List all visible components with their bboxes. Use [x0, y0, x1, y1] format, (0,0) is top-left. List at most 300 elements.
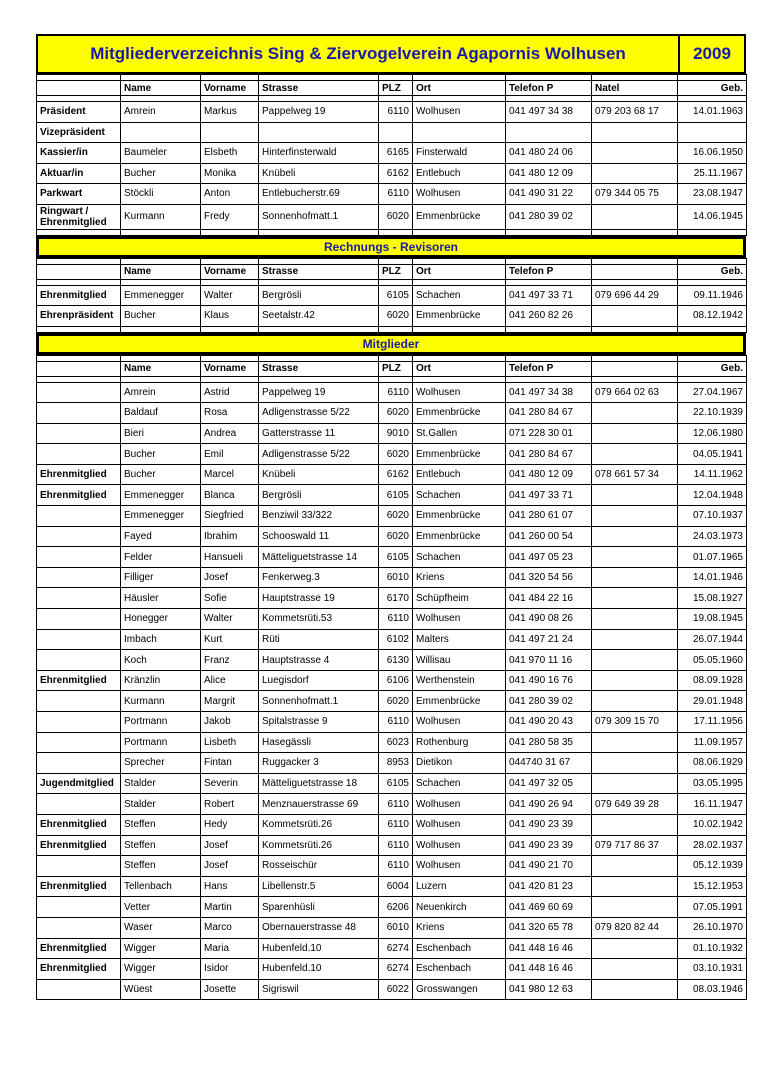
header-vorname: Vorname — [201, 361, 259, 376]
plz-cell: 6010 — [379, 917, 413, 938]
strasse-cell: Hauptstrasse 19 — [259, 588, 379, 609]
geb-cell: 14.06.1945 — [678, 204, 747, 229]
spacer-cell — [413, 326, 506, 332]
revisoren-table — [36, 258, 747, 333]
vorname-cell: Markus — [201, 102, 259, 123]
role-cell — [37, 732, 121, 753]
ort-cell: Emmenbrücke — [413, 526, 506, 547]
table-row — [37, 204, 747, 229]
ort-cell: Wolhusen — [413, 814, 506, 835]
telefon-cell: 041 497 32 05 — [506, 773, 592, 794]
plz-cell: 6020 — [379, 526, 413, 547]
role-cell: Ehrenmitglied — [37, 464, 121, 485]
telefon-cell: 071 228 30 01 — [506, 423, 592, 444]
strasse-cell: Rüti — [259, 629, 379, 650]
plz-cell: 6106 — [379, 670, 413, 691]
telefon-cell: 041 320 65 78 — [506, 917, 592, 938]
role-cell: Vizepräsident — [37, 122, 121, 143]
name-cell: Stalder — [121, 794, 201, 815]
role-cell — [37, 609, 121, 630]
plz-cell: 6206 — [379, 897, 413, 918]
plz-cell: 6020 — [379, 691, 413, 712]
ort-cell: Emmenbrücke — [413, 691, 506, 712]
vorname-cell: Marco — [201, 917, 259, 938]
role-cell — [37, 650, 121, 671]
role-cell — [37, 423, 121, 444]
table-row — [37, 876, 747, 897]
natel-cell — [592, 609, 678, 630]
name-cell: Wüest — [121, 979, 201, 1000]
header-natel: Natel — [592, 81, 678, 96]
role-cell: Ehrenmitglied — [37, 670, 121, 691]
strasse-cell: Obernauerstrasse 48 — [259, 917, 379, 938]
natel-cell: 079 309 15 70 — [592, 712, 678, 733]
telefon-cell: 041 484 22 16 — [506, 588, 592, 609]
ort-cell: Entlebuch — [413, 464, 506, 485]
geb-cell: 03.10.1931 — [678, 959, 747, 980]
table-row — [37, 938, 747, 959]
natel-cell: 079 820 82 44 — [592, 917, 678, 938]
name-cell: Amrein — [121, 102, 201, 123]
strasse-cell: Kommetsrüti.26 — [259, 814, 379, 835]
name-cell: Emmenegger — [121, 506, 201, 527]
geb-cell: 16.11.1947 — [678, 794, 747, 815]
spacer-cell — [259, 326, 379, 332]
plz-cell: 6274 — [379, 959, 413, 980]
plz-cell: 8953 — [379, 753, 413, 774]
table-row — [37, 122, 747, 143]
geb-cell: 23.08.1947 — [678, 184, 747, 205]
telefon-cell: 041 490 26 94 — [506, 794, 592, 815]
name-cell: Häusler — [121, 588, 201, 609]
ort-cell: Malters — [413, 629, 506, 650]
role-cell: Kassier/in — [37, 143, 121, 164]
ort-cell: St.Gallen — [413, 423, 506, 444]
header-row — [37, 264, 747, 279]
role-cell: Ehrenmitglied — [37, 814, 121, 835]
ort-cell: Eschenbach — [413, 959, 506, 980]
spacer-cell — [379, 229, 413, 235]
role-cell — [37, 794, 121, 815]
vorname-cell: Kurt — [201, 629, 259, 650]
header-row — [37, 81, 747, 96]
natel-cell — [592, 753, 678, 774]
strasse-cell: Spitalstrasse 9 — [259, 712, 379, 733]
telefon-cell: 041 497 34 38 — [506, 382, 592, 403]
telefon-cell: 041 490 08 26 — [506, 609, 592, 630]
table-row — [37, 382, 747, 403]
name-cell: Imbach — [121, 629, 201, 650]
header-natel — [592, 361, 678, 376]
table-row — [37, 547, 747, 568]
geb-cell — [678, 122, 747, 143]
vorname-cell: Sofie — [201, 588, 259, 609]
plz-cell: 6105 — [379, 285, 413, 306]
telefon-cell: 041 490 31 22 — [506, 184, 592, 205]
table-row — [37, 691, 747, 712]
header-telefon: Telefon P — [506, 264, 592, 279]
strasse-cell: Adligenstrasse 5/22 — [259, 444, 379, 465]
telefon-cell: 041 480 12 09 — [506, 163, 592, 184]
natel-cell — [592, 732, 678, 753]
plz-cell: 6004 — [379, 876, 413, 897]
vorname-cell: Ibrahim — [201, 526, 259, 547]
vorname-cell: Klaus — [201, 306, 259, 327]
plz-cell: 6020 — [379, 204, 413, 229]
table-row — [37, 184, 747, 205]
role-cell: Ehrenmitglied — [37, 938, 121, 959]
name-cell: Bieri — [121, 423, 201, 444]
name-cell: Tellenbach — [121, 876, 201, 897]
title-bar — [36, 34, 746, 74]
plz-cell: 6110 — [379, 712, 413, 733]
strasse-cell: Sparenhüsli — [259, 897, 379, 918]
geb-cell: 05.05.1960 — [678, 650, 747, 671]
geb-cell: 16.06.1950 — [678, 143, 747, 164]
geb-cell: 26.10.1970 — [678, 917, 747, 938]
plz-cell: 6165 — [379, 143, 413, 164]
table-row — [37, 959, 747, 980]
role-cell: Jugendmitglied — [37, 773, 121, 794]
role-cell: Präsident — [37, 102, 121, 123]
table-row — [37, 444, 747, 465]
name-cell: Wigger — [121, 938, 201, 959]
vorname-cell: Walter — [201, 285, 259, 306]
name-cell: Portmann — [121, 732, 201, 753]
spacer-cell — [678, 229, 747, 235]
table-row — [37, 835, 747, 856]
table-row — [37, 143, 747, 164]
strasse-cell: Bergrösli — [259, 485, 379, 506]
name-cell: Sprecher — [121, 753, 201, 774]
ort-cell: Wolhusen — [413, 184, 506, 205]
spacer-row — [37, 229, 747, 235]
plz-cell: 6110 — [379, 102, 413, 123]
table-row — [37, 856, 747, 877]
telefon-cell: 041 497 05 23 — [506, 547, 592, 568]
name-cell: Bucher — [121, 163, 201, 184]
plz-cell: 6022 — [379, 979, 413, 1000]
plz-cell: 6110 — [379, 856, 413, 877]
header-row — [37, 361, 747, 376]
vorname-cell: Fredy — [201, 204, 259, 229]
spacer-cell — [201, 229, 259, 235]
strasse-cell: Kommetsrüti.26 — [259, 835, 379, 856]
vorname-cell: Blanca — [201, 485, 259, 506]
natel-cell — [592, 814, 678, 835]
table-row — [37, 588, 747, 609]
strasse-cell: Pappelweg 19 — [259, 102, 379, 123]
strasse-cell: Entlebucherstr.69 — [259, 184, 379, 205]
vorname-cell: Anton — [201, 184, 259, 205]
name-cell: Bucher — [121, 464, 201, 485]
plz-cell: 6105 — [379, 547, 413, 568]
table-row — [37, 102, 747, 123]
ort-cell: Emmenbrücke — [413, 403, 506, 424]
vorname-cell: Margrit — [201, 691, 259, 712]
vorname-cell: Severin — [201, 773, 259, 794]
natel-cell — [592, 897, 678, 918]
table-row — [37, 464, 747, 485]
vorname-cell: Hansueli — [201, 547, 259, 568]
plz-cell: 6110 — [379, 609, 413, 630]
header-geb: Geb. — [678, 81, 747, 96]
strasse-cell: Menznauerstrasse 69 — [259, 794, 379, 815]
ort-cell: Emmenbrücke — [413, 506, 506, 527]
geb-cell: 28.02.1937 — [678, 835, 747, 856]
strasse-cell: Rosseischür — [259, 856, 379, 877]
role-cell: Ringwart / Ehrenmitglied — [37, 204, 121, 229]
spacer-cell — [506, 229, 592, 235]
strasse-cell: Mätteliguetstrasse 18 — [259, 773, 379, 794]
table-row — [37, 732, 747, 753]
geb-cell: 03.05.1995 — [678, 773, 747, 794]
plz-cell: 6170 — [379, 588, 413, 609]
strasse-cell: Fenkerweg.3 — [259, 567, 379, 588]
strasse-cell: Gatterstrasse 11 — [259, 423, 379, 444]
ort-cell: Dietikon — [413, 753, 506, 774]
vorname-cell: Jakob — [201, 712, 259, 733]
table-row — [37, 794, 747, 815]
telefon-cell: 041 448 16 46 — [506, 959, 592, 980]
ort-cell: Entlebuch — [413, 163, 506, 184]
strasse-cell: Sigriswil — [259, 979, 379, 1000]
ort-cell: Schachen — [413, 285, 506, 306]
ort-cell: Kriens — [413, 567, 506, 588]
spacer-cell — [121, 326, 201, 332]
role-cell — [37, 917, 121, 938]
table-row — [37, 897, 747, 918]
ort-cell: Rothenburg — [413, 732, 506, 753]
plz-cell: 6020 — [379, 306, 413, 327]
strasse-cell: Bergrösli — [259, 285, 379, 306]
table-row — [37, 285, 747, 306]
header-vorname: Vorname — [201, 264, 259, 279]
ort-cell: Werthenstein — [413, 670, 506, 691]
strasse-cell: Pappelweg 19 — [259, 382, 379, 403]
table-row — [37, 629, 747, 650]
plz-cell: 6110 — [379, 814, 413, 835]
natel-cell — [592, 876, 678, 897]
member-directory-sheet — [36, 34, 746, 1000]
name-cell: Steffen — [121, 856, 201, 877]
spacer-cell — [592, 229, 678, 235]
name-cell: Kurmann — [121, 204, 201, 229]
spacer-cell — [37, 229, 121, 235]
natel-cell — [592, 163, 678, 184]
vorname-cell: Josette — [201, 979, 259, 1000]
natel-cell: 079 649 39 28 — [592, 794, 678, 815]
year-label: 2009 — [693, 44, 731, 63]
geb-cell: 12.06.1980 — [678, 423, 747, 444]
natel-cell — [592, 306, 678, 327]
table-row — [37, 773, 747, 794]
geb-cell: 08.09.1928 — [678, 670, 747, 691]
ort-cell: Grosswangen — [413, 979, 506, 1000]
name-cell: Honegger — [121, 609, 201, 630]
vorname-cell: Josef — [201, 856, 259, 877]
geb-cell: 01.10.1932 — [678, 938, 747, 959]
role-cell: Ehrenmitglied — [37, 959, 121, 980]
telefon-cell: 041 280 61 07 — [506, 506, 592, 527]
role-cell: Ehrenmitglied — [37, 876, 121, 897]
vorname-cell: Hans — [201, 876, 259, 897]
vorname-cell: Martin — [201, 897, 259, 918]
geb-cell: 05.12.1939 — [678, 856, 747, 877]
vorname-cell: Franz — [201, 650, 259, 671]
geb-cell: 29.01.1948 — [678, 691, 747, 712]
plz-cell: 6023 — [379, 732, 413, 753]
telefon-cell: 041 420 81 23 — [506, 876, 592, 897]
vorname-cell: Fintan — [201, 753, 259, 774]
geb-cell: 12.04.1948 — [678, 485, 747, 506]
telefon-cell: 041 980 12 63 — [506, 979, 592, 1000]
spacer-cell — [413, 229, 506, 235]
geb-cell: 10.02.1942 — [678, 814, 747, 835]
telefon-cell: 041 497 21 24 — [506, 629, 592, 650]
ort-cell: Wolhusen — [413, 712, 506, 733]
revisoren-section-header: Rechnungs - Revisoren — [36, 236, 746, 258]
vorname-cell: Astrid — [201, 382, 259, 403]
natel-cell: 079 203 68 17 — [592, 102, 678, 123]
name-cell: Baldauf — [121, 403, 201, 424]
telefon-cell: 041 497 33 71 — [506, 485, 592, 506]
table-row — [37, 485, 747, 506]
geb-cell: 08.06.1929 — [678, 753, 747, 774]
ort-cell: Emmenbrücke — [413, 444, 506, 465]
natel-cell: 078 661 57 34 — [592, 464, 678, 485]
role-cell — [37, 856, 121, 877]
page-title: Mitgliederverzeichnis Sing & Ziervogelverein Agapornis Wolhusen — [38, 36, 680, 72]
telefon-cell: 041 480 12 09 — [506, 464, 592, 485]
telefon-cell: 041 280 39 02 — [506, 691, 592, 712]
vorname-cell: Josef — [201, 567, 259, 588]
plz-cell: 6162 — [379, 464, 413, 485]
natel-cell — [592, 444, 678, 465]
natel-cell — [592, 856, 678, 877]
plz-cell: 6274 — [379, 938, 413, 959]
telefon-cell: 041 448 16 46 — [506, 938, 592, 959]
natel-cell: 079 344 05 75 — [592, 184, 678, 205]
vorname-cell: Marcel — [201, 464, 259, 485]
natel-cell — [592, 938, 678, 959]
role-cell — [37, 712, 121, 733]
header-plz: PLZ — [379, 361, 413, 376]
role-cell — [37, 588, 121, 609]
telefon-cell: 041 490 16 76 — [506, 670, 592, 691]
spacer-cell — [379, 326, 413, 332]
role-cell — [37, 382, 121, 403]
telefon-cell: 041 260 82 26 — [506, 306, 592, 327]
natel-cell — [592, 773, 678, 794]
plz-cell: 6162 — [379, 163, 413, 184]
role-cell — [37, 547, 121, 568]
role-cell — [37, 506, 121, 527]
role-cell — [37, 567, 121, 588]
natel-cell — [592, 143, 678, 164]
ort-cell: Schachen — [413, 773, 506, 794]
natel-cell — [592, 979, 678, 1000]
ort-cell: Kriens — [413, 917, 506, 938]
plz-cell: 6102 — [379, 629, 413, 650]
telefon-cell — [506, 122, 592, 143]
telefon-cell: 041 490 20 43 — [506, 712, 592, 733]
vorname-cell: Walter — [201, 609, 259, 630]
table-row — [37, 753, 747, 774]
plz-cell: 6110 — [379, 184, 413, 205]
plz-cell: 6105 — [379, 485, 413, 506]
role-cell: Parkwart — [37, 184, 121, 205]
vorname-cell: Alice — [201, 670, 259, 691]
vorname-cell: Rosa — [201, 403, 259, 424]
header-geb: Geb. — [678, 361, 747, 376]
natel-cell — [592, 670, 678, 691]
vorname-cell: Josef — [201, 835, 259, 856]
strasse-cell: Hinterfinsterwald — [259, 143, 379, 164]
name-cell — [121, 122, 201, 143]
name-cell: Wigger — [121, 959, 201, 980]
name-cell: Bucher — [121, 306, 201, 327]
ort-cell: Wolhusen — [413, 609, 506, 630]
plz-cell: 6110 — [379, 835, 413, 856]
vorname-cell: Maria — [201, 938, 259, 959]
geb-cell: 11.09.1957 — [678, 732, 747, 753]
ort-cell: Eschenbach — [413, 938, 506, 959]
plz-cell: 9010 — [379, 423, 413, 444]
strasse-cell: Adligenstrasse 5/22 — [259, 403, 379, 424]
strasse-cell: Hauptstrasse 4 — [259, 650, 379, 671]
table-row — [37, 423, 747, 444]
ort-cell: Finsterwald — [413, 143, 506, 164]
header-ort: Ort — [413, 264, 506, 279]
name-cell: Portmann — [121, 712, 201, 733]
vorname-cell: Robert — [201, 794, 259, 815]
role-cell: Aktuar/in — [37, 163, 121, 184]
plz-cell: 6020 — [379, 444, 413, 465]
natel-cell — [592, 959, 678, 980]
geb-cell: 27.04.1967 — [678, 382, 747, 403]
vorname-cell: Lisbeth — [201, 732, 259, 753]
ort-cell — [413, 122, 506, 143]
strasse-cell: Hubenfeld.10 — [259, 938, 379, 959]
natel-cell — [592, 506, 678, 527]
name-cell: Stöckli — [121, 184, 201, 205]
ort-cell: Neuenkirch — [413, 897, 506, 918]
strasse-cell: Benziwil 33/322 — [259, 506, 379, 527]
geb-cell: 25.11.1967 — [678, 163, 747, 184]
telefon-cell: 041 280 84 67 — [506, 444, 592, 465]
table-row — [37, 567, 747, 588]
vorname-cell: Elsbeth — [201, 143, 259, 164]
strasse-cell: Ruggacker 3 — [259, 753, 379, 774]
telefon-cell: 041 260 00 54 — [506, 526, 592, 547]
ort-cell: Emmenbrücke — [413, 204, 506, 229]
plz-cell: 6020 — [379, 506, 413, 527]
role-cell — [37, 403, 121, 424]
vorname-cell: Hedy — [201, 814, 259, 835]
ort-cell: Wolhusen — [413, 856, 506, 877]
telefon-cell: 041 497 34 38 — [506, 102, 592, 123]
geb-cell: 04.05.1941 — [678, 444, 747, 465]
mitglieder-table — [36, 355, 747, 1001]
strasse-cell: Seetalstr.42 — [259, 306, 379, 327]
telefon-cell: 041 490 21 70 — [506, 856, 592, 877]
name-cell: Emmenegger — [121, 285, 201, 306]
natel-cell — [592, 526, 678, 547]
name-cell: Fayed — [121, 526, 201, 547]
plz-cell: 6020 — [379, 403, 413, 424]
ort-cell: Schachen — [413, 485, 506, 506]
